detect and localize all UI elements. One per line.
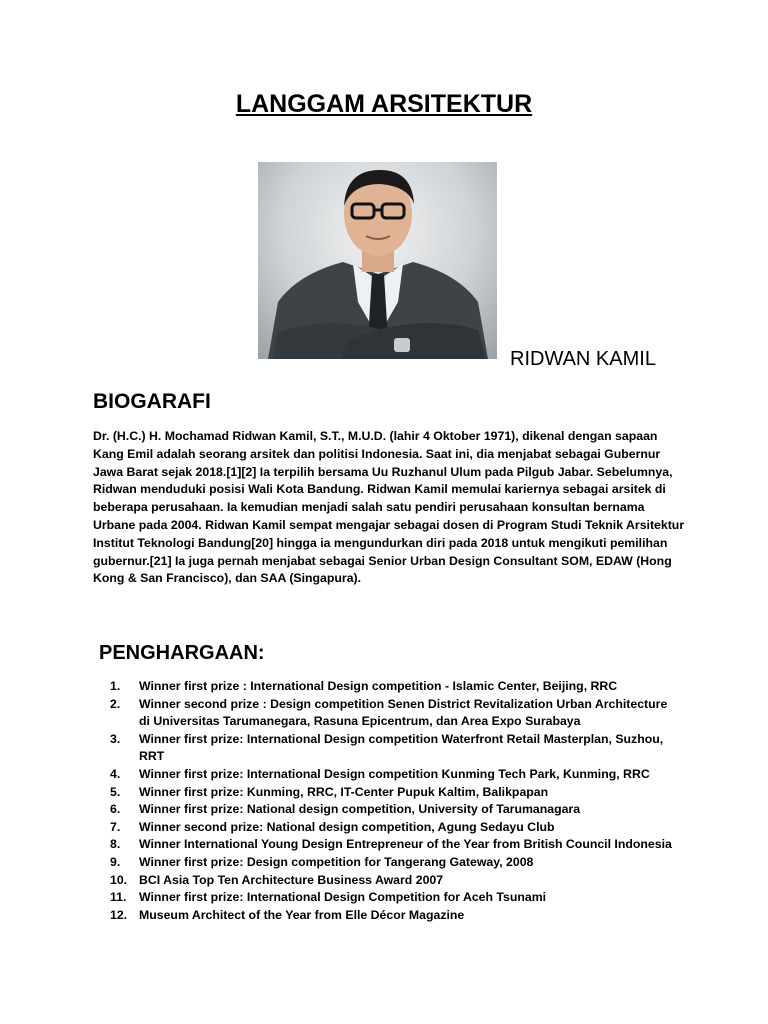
portrait-illustration [258,162,497,359]
document-title: LANGGAM ARSITEKTUR [235,90,533,118]
award-item [110,801,680,819]
award-text: Winner first prize: International Design competition Waterfront Retail Masterplan, Suzhou, RRT [139,731,664,764]
award-item [110,678,680,696]
award-number: 9. [110,854,121,869]
award-number: 4. [110,766,121,781]
award-text: Winner second prize: National design competition, Agung Sedayu Club [139,819,555,834]
award-item [110,766,680,784]
award-text: Winner first prize : International Design competition - Islamic Center, Beijing, RRC [139,679,618,693]
award-text: Winner first prize: International Design Competition for Aceh Tsunami [139,890,547,905]
portrait-photo [258,162,497,359]
award-item [110,819,680,837]
award-text: BCI Asia Top Ten Architecture Business Award 2007 [139,872,444,887]
award-number: 5. [110,784,121,799]
award-text: Winner first prize: National design competition, University of Tarumanagara [139,802,581,817]
award-number: 12. [110,907,128,922]
biography-heading: BIOGARAFI [93,390,211,413]
award-number: 10. [110,872,128,887]
award-text: Winner first prize: Design competition for Tangerang Gateway, 2008 [139,854,534,869]
awards-list [110,678,680,924]
award-text: Winner first prize: Kunming, RRC, IT-Center Pupuk Kaltim, Balikpapan [139,784,549,799]
award-number: 8. [110,837,121,852]
award-item [110,854,680,872]
award-number: 2. [110,696,121,711]
award-text: Museum Architect of the Year from Elle Décor Magazine [139,907,465,922]
award-number: 7. [110,819,121,834]
award-item [110,889,680,907]
awards-heading: PENGHARGAAN: [99,642,265,664]
award-text: Winner International Young Design Entrepreneur of the Year from British Council Indonesia [139,837,672,852]
award-number: 6. [110,802,121,817]
award-number: 1. [110,679,121,693]
award-item [110,907,680,925]
award-item [110,872,680,890]
award-item [110,784,680,802]
award-item [110,731,680,766]
award-number: 3. [110,731,121,746]
award-item [110,836,680,854]
biography-text: Dr. (H.C.) H. Mochamad Ridwan Kamil, S.T., M.U.D. (lahir 4 Oktober 1971), dikenal dengan sapaan Kang Emil adalah seorang arsitek dan politisi Indonesia. Saat ini, dia menjabat sebagai Gubernur Jawa Barat sejak 2018.[1][2] Ia terpilih bersama Uu Ruzhanul Ulum pada Pilgub Jabar. Sebelumnya, Ridwan menduduki posisi Wali Kota Bandung. Ridwan Kamil memulai kariernya sebagai arsitek di beberapa perusahaan. Ia kemudian menjadi salah satu pendiri perusahaan konsultan bernama Urbane pada 2004. Ridwan Kamil sempat mengajar sebagai dosen di Program Studi Teknik Arsitektur Institut Teknologi Bandung[20] hingga ia mengundurkan diri pada 2018 untuk mengikuti pemilihan gubernur.[21] Ia juga pernah menjabat sebagai Senior Urban Design Consultant SOM, EDAW (Hong Kong & San Francisco), dan SAA (Singapura). [93,429,685,586]
award-number: 11. [110,890,127,905]
award-item [110,696,680,731]
photo-caption: RIDWAN KAMIL [510,348,656,370]
award-text: Winner second prize : Design competition Senen District Revitalization Urban Architecture di Universitas Tarumanegara, Rasuna Epicentrum, dan Area Expo Surabaya [139,696,668,729]
award-text: Winner first prize: International Design competition Kunming Tech Park, Kunming, RRC [139,766,650,781]
